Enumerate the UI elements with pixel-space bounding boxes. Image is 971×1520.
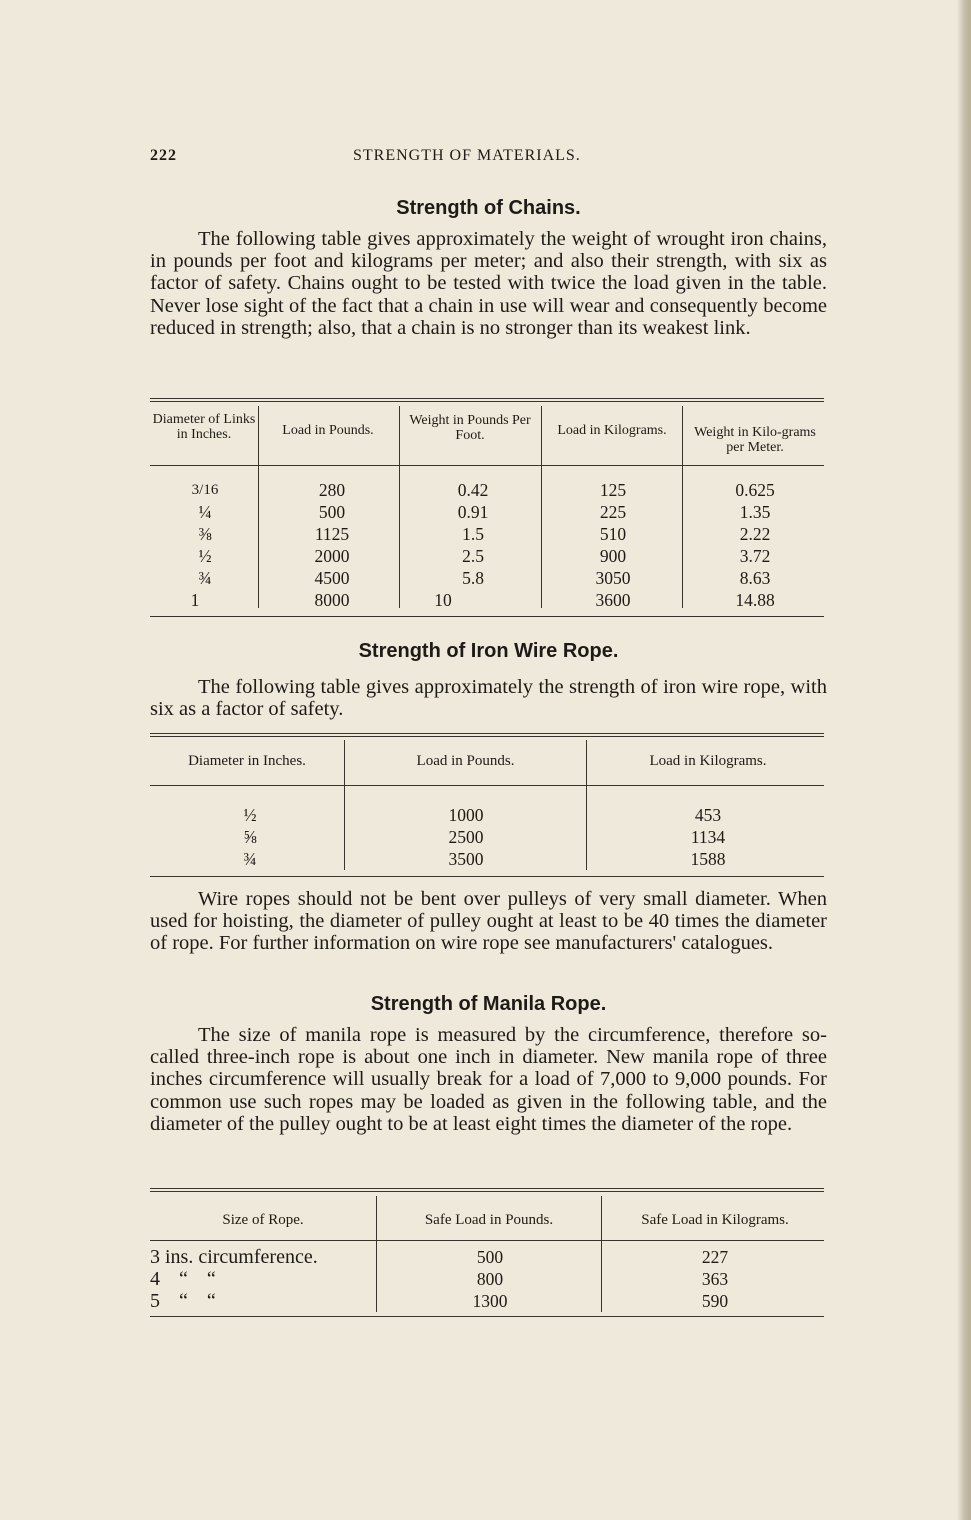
table-cell: 2500	[448, 827, 484, 847]
table-cell: 0.625	[735, 480, 775, 500]
table-cell: 0.91	[457, 502, 489, 522]
table-cell: 8000	[314, 590, 350, 610]
table-row	[150, 545, 824, 567]
table-cell: 4 “ “	[150, 1268, 216, 1290]
column-header: Safe Load in Pounds.	[424, 1212, 554, 1228]
table-cell: 3600	[595, 590, 631, 610]
table-row	[150, 1290, 824, 1312]
table-cell: 590	[701, 1291, 729, 1311]
table-cell: 225	[599, 502, 627, 522]
manila-heading: Strength of Manila Rope.	[370, 993, 607, 1015]
table-cell: 1	[190, 590, 200, 610]
table-row	[150, 523, 824, 545]
table-cell: 3050	[595, 568, 631, 588]
table-cell: ½	[198, 546, 212, 566]
wire-rope-heading: Strength of Iron Wire Rope.	[358, 640, 619, 662]
column-header: Weight in Pounds Per Foot.	[409, 413, 531, 443]
table-cell: 1125	[314, 524, 350, 544]
table-rule	[150, 733, 824, 737]
column-header: Load in Pounds.	[282, 423, 374, 438]
table-row	[150, 848, 824, 870]
chains-rows	[150, 479, 824, 611]
table-rule	[150, 465, 824, 466]
table-cell: 280	[318, 480, 346, 500]
wire-rope-note: Wire ropes should not be bent over pulleys of very small diameter. When used for hoisting, the diameter of pulley ought at least to be 40 times the diameter of rope. For further information on wire rope see manufacturers' catalogues.	[150, 888, 827, 955]
table-cell: ½	[243, 805, 257, 825]
table-rule	[150, 876, 824, 877]
table-rule	[150, 398, 824, 402]
table-cell: 1.5	[462, 524, 484, 544]
column-header: Diameter of Links in Inches.	[152, 412, 256, 442]
table-cell: 1134	[690, 827, 726, 847]
table-cell: ¾	[198, 568, 212, 588]
table-cell: ⅝	[243, 827, 257, 847]
table-rule	[150, 1240, 824, 1241]
table-cell: 5 “ “	[150, 1290, 216, 1312]
table-row	[150, 501, 824, 523]
table-cell: 5.8	[462, 568, 484, 588]
table-row	[150, 567, 824, 589]
table-row	[150, 589, 824, 611]
table-cell: 500	[476, 1247, 504, 1267]
manila-rows	[150, 1246, 824, 1312]
table-cell: 2.22	[739, 524, 771, 544]
table-cell: 8.63	[739, 568, 771, 588]
table-cell: 0.42	[457, 480, 489, 500]
table-cell: 900	[599, 546, 627, 566]
table-cell: 510	[599, 524, 627, 544]
chains-intro: The following table gives approximately the weight of wrought iron chains, in pounds per foot and kilograms per meter; and also their strength, with six as factor of safety. Chains ought to be tested with twice the load given in the table. Never lose sight of the fact that a chain in use will wear and consequently become reduced in strength; also, that a chain is no stronger than its weakest link.	[150, 228, 827, 339]
table-cell: ¾	[243, 849, 257, 869]
table-row	[150, 826, 824, 848]
column-header: Load in Kilograms.	[649, 753, 767, 769]
table-row	[150, 1246, 824, 1268]
table-row	[150, 804, 824, 826]
table-cell: 1.35	[739, 502, 771, 522]
column-header: Weight in Kilo-grams per Meter.	[694, 425, 816, 455]
table-rule	[150, 1188, 824, 1192]
column-header: Load in Kilograms.	[557, 423, 667, 438]
page-edge	[957, 0, 971, 1520]
table-rule	[150, 1316, 824, 1317]
table-row	[150, 479, 824, 501]
wire-rope-rows	[150, 804, 824, 870]
table-cell: 1588	[690, 849, 726, 869]
manila-intro: The size of manila rope is measured by the circumference, therefore so-called three-inch rope is about one inch in diameter. New manila rope of three inches circumference will usually break for a load of 7,000 to 9,000 pounds. For common use such ropes may be loaded as given in the following table, and the diameter of the pulley ought to be at least eight times the diameter of the rope.	[150, 1024, 827, 1135]
table-row	[150, 1268, 824, 1290]
table-cell: 800	[476, 1269, 504, 1289]
table-cell: 1000	[448, 805, 484, 825]
table-rule	[150, 616, 824, 617]
table-cell: 3500	[448, 849, 484, 869]
table-cell: 3.72	[739, 546, 771, 566]
column-header: Load in Pounds.	[416, 753, 515, 769]
table-cell: 125	[599, 480, 627, 500]
table-cell: 10	[434, 590, 452, 610]
table-cell: 1300	[472, 1291, 508, 1311]
table-cell: 2000	[314, 546, 350, 566]
table-cell: 3/16	[191, 482, 219, 498]
running-head	[150, 147, 640, 169]
table-cell: 363	[701, 1269, 729, 1289]
table-cell: 500	[318, 502, 346, 522]
table-cell: 4500	[314, 568, 350, 588]
chains-heading: Strength of Chains.	[396, 197, 581, 219]
page-number: 222	[150, 147, 177, 164]
wire-rope-intro: The following table gives approximately the strength of iron wire rope, with six as a factor of safety.	[150, 676, 827, 721]
column-header: Safe Load in Kilograms.	[641, 1212, 789, 1228]
table-cell: 2.5	[462, 546, 484, 566]
column-header: Size of Rope.	[222, 1212, 304, 1228]
table-cell: 453	[694, 805, 722, 825]
table-cell: ⅜	[198, 524, 212, 544]
table-cell: 3 ins. circumference.	[150, 1246, 318, 1268]
table-rule	[150, 785, 824, 786]
table-cell: 227	[701, 1247, 729, 1267]
table-cell: ¼	[198, 502, 212, 522]
table-cell: 14.88	[735, 590, 775, 610]
column-header: Diameter in Inches.	[188, 753, 306, 769]
running-title: STRENGTH OF MATERIALS.	[353, 147, 581, 164]
